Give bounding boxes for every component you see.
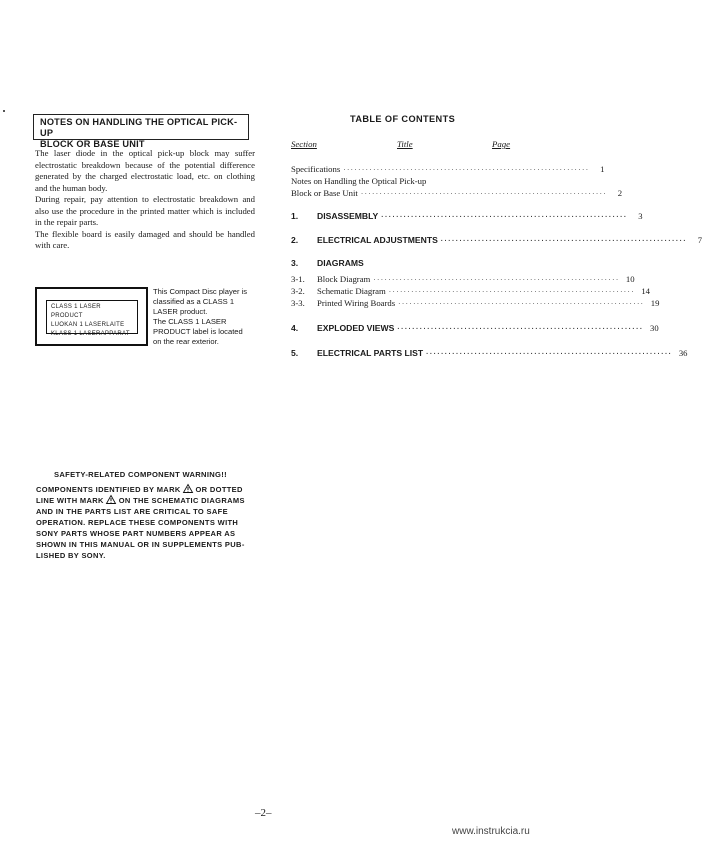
- safety-line-2: [36, 495, 264, 506]
- toc-title: TABLE OF CONTENTS: [350, 114, 456, 124]
- safety-line-1: [36, 484, 264, 495]
- toc-row-electrical-adjustments: [291, 235, 702, 247]
- toc-row-text: ELECTRICAL ADJUSTMENTS: [317, 235, 438, 245]
- toc-head-page: Page: [492, 139, 511, 149]
- safety-line-7: LISHED BY SONY.: [36, 551, 106, 560]
- safety-warning-title: SAFETY-RELATED COMPONENT WARNING!!: [54, 470, 227, 479]
- safety-line-3: AND IN THE PARTS LIST ARE CRITICAL TO SAFE: [36, 507, 228, 516]
- toc-row-page: 7: [697, 235, 702, 245]
- toc-row-num: 3-3.: [291, 298, 305, 308]
- page-number: –2–: [255, 807, 272, 819]
- toc-head-section: Section: [291, 139, 317, 149]
- toc-row-block-diagram: [291, 274, 635, 286]
- toc-row-text: Block Diagram: [317, 274, 371, 284]
- toc-leader-dots: ··································································: [373, 276, 620, 284]
- safety-line-1b: OR DOTTED: [195, 485, 243, 494]
- toc-row-printed-wiring-boards: [291, 298, 660, 310]
- toc-row-page: 14: [641, 286, 650, 296]
- laser-note-line5: PRODUCT label is located: [153, 327, 243, 336]
- toc-leader-dots: ··································································: [343, 166, 590, 174]
- laser-label-line3: KLASS 1 LASERAPPARAT: [51, 331, 130, 337]
- margin-dot: [3, 110, 5, 112]
- toc-row-notes: [291, 176, 512, 188]
- toc-head-title: Title: [397, 139, 413, 149]
- toc-row-page: 1: [600, 164, 605, 174]
- toc-leader-dots: ··································································: [360, 190, 608, 198]
- laser-product-label: [35, 287, 148, 346]
- toc-row-num: 3-2.: [291, 286, 305, 296]
- toc-row-page: 36: [678, 348, 688, 358]
- toc-row-specifications: [291, 164, 605, 176]
- toc-row-page: 19: [650, 298, 660, 308]
- notes-paragraph-1: The laser diode in the optical pick-up block may suffer electrostatic breakdown because of the potential difference generated by the charged electrostatic load, etc. on clothing and the human body.: [35, 148, 255, 193]
- safety-line-6: SHOWN IN THIS MANUAL OR IN SUPPLEMENTS PUB-: [36, 540, 245, 549]
- toc-row-electrical-parts-list: [291, 348, 688, 360]
- laser-label-line1: CLASS 1 LASER PRODUCT: [51, 304, 101, 319]
- laser-note-line3: LASER product.: [153, 307, 208, 316]
- safety-warning-body: [36, 484, 264, 561]
- toc-row-page: 2: [617, 188, 623, 198]
- toc-row-disassembly: [291, 211, 643, 223]
- safety-line-5: SONY PARTS WHOSE PART NUMBERS APPEAR AS: [36, 529, 236, 538]
- laser-note-line1: This Compact Disc player is: [153, 287, 248, 296]
- notes-body: [35, 148, 255, 252]
- safety-line-2b: ON THE SCHEMATIC DIAGRAMS: [118, 496, 245, 505]
- toc-row-num: 2.: [291, 235, 299, 245]
- toc-row-text: DIAGRAMS: [317, 258, 364, 268]
- toc-row-text: Block or Base Unit: [291, 188, 358, 198]
- toc-row-text: Notes on Handling the Optical Pick-up: [291, 176, 427, 186]
- laser-label-line2: LUOKAN 1 LASERLAITE: [51, 322, 125, 328]
- toc-leader-dots: ··································································: [388, 288, 635, 296]
- toc-row-schematic-diagram: [291, 286, 650, 298]
- warning-triangle-icon: [106, 495, 116, 504]
- toc-row-page: 3: [638, 211, 643, 221]
- toc-leader-dots: ··································································: [440, 238, 688, 245]
- safety-line-1a: COMPONENTS IDENTIFIED BY MARK: [36, 485, 181, 494]
- toc-row-text: Specifications: [291, 164, 341, 174]
- toc-leader-dots: ··································································: [426, 351, 673, 358]
- toc-row-text: Schematic Diagram: [317, 286, 386, 296]
- toc-row-block-base: [291, 188, 623, 200]
- toc-row-num: 5.: [291, 348, 299, 358]
- toc-row-text: EXPLODED VIEWS: [317, 323, 395, 333]
- notes-heading-box: [33, 114, 249, 149]
- notes-paragraph-2: During repair, pay attention to electrostatic breakdown and also use the procedure in the printed matter which is included in the repair parts.: [35, 194, 255, 227]
- safety-line-4: OPERATION. REPLACE THESE COMPONENTS WITH: [36, 518, 239, 527]
- laser-note-line2: classified as a CLASS 1: [153, 297, 235, 306]
- toc-row-text: ELECTRICAL PARTS LIST: [317, 348, 424, 358]
- laser-note-line6: on the rear exterior.: [153, 337, 219, 346]
- toc-row-page: 30: [650, 323, 659, 333]
- toc-row-exploded-views: [291, 323, 659, 335]
- toc-row-text: DISASSEMBLY: [317, 211, 379, 221]
- notes-heading-line2: BLOCK OR BASE UNIT: [40, 139, 145, 149]
- toc-row-num: 4.: [291, 323, 299, 333]
- toc-row-num: 3-1.: [291, 274, 305, 284]
- toc-row-text: Printed Wiring Boards: [317, 298, 396, 308]
- laser-note-line4: The CLASS 1 LASER: [153, 317, 227, 326]
- laser-note: [153, 287, 263, 347]
- toc-row-num: 1.: [291, 211, 299, 221]
- toc-leader-dots: ··································································: [398, 300, 645, 308]
- laser-label-text: [46, 300, 138, 337]
- toc-row-page: 10: [625, 274, 635, 284]
- watermark: www.instrukcia.ru: [452, 826, 530, 837]
- toc-row-num: 3.: [291, 258, 299, 268]
- notes-paragraph-3: The flexible board is easily damaged and should be handled with care.: [35, 228, 255, 250]
- warning-triangle-icon: [183, 484, 193, 493]
- safety-line-2a: LINE WITH MARK: [36, 496, 104, 505]
- toc-leader-dots: ··································································: [397, 326, 644, 333]
- notes-heading-line1: NOTES ON HANDLING THE OPTICAL PICK-UP: [40, 117, 238, 138]
- toc-row-diagrams: [291, 258, 512, 270]
- toc-leader-dots: ··································································: [381, 214, 628, 221]
